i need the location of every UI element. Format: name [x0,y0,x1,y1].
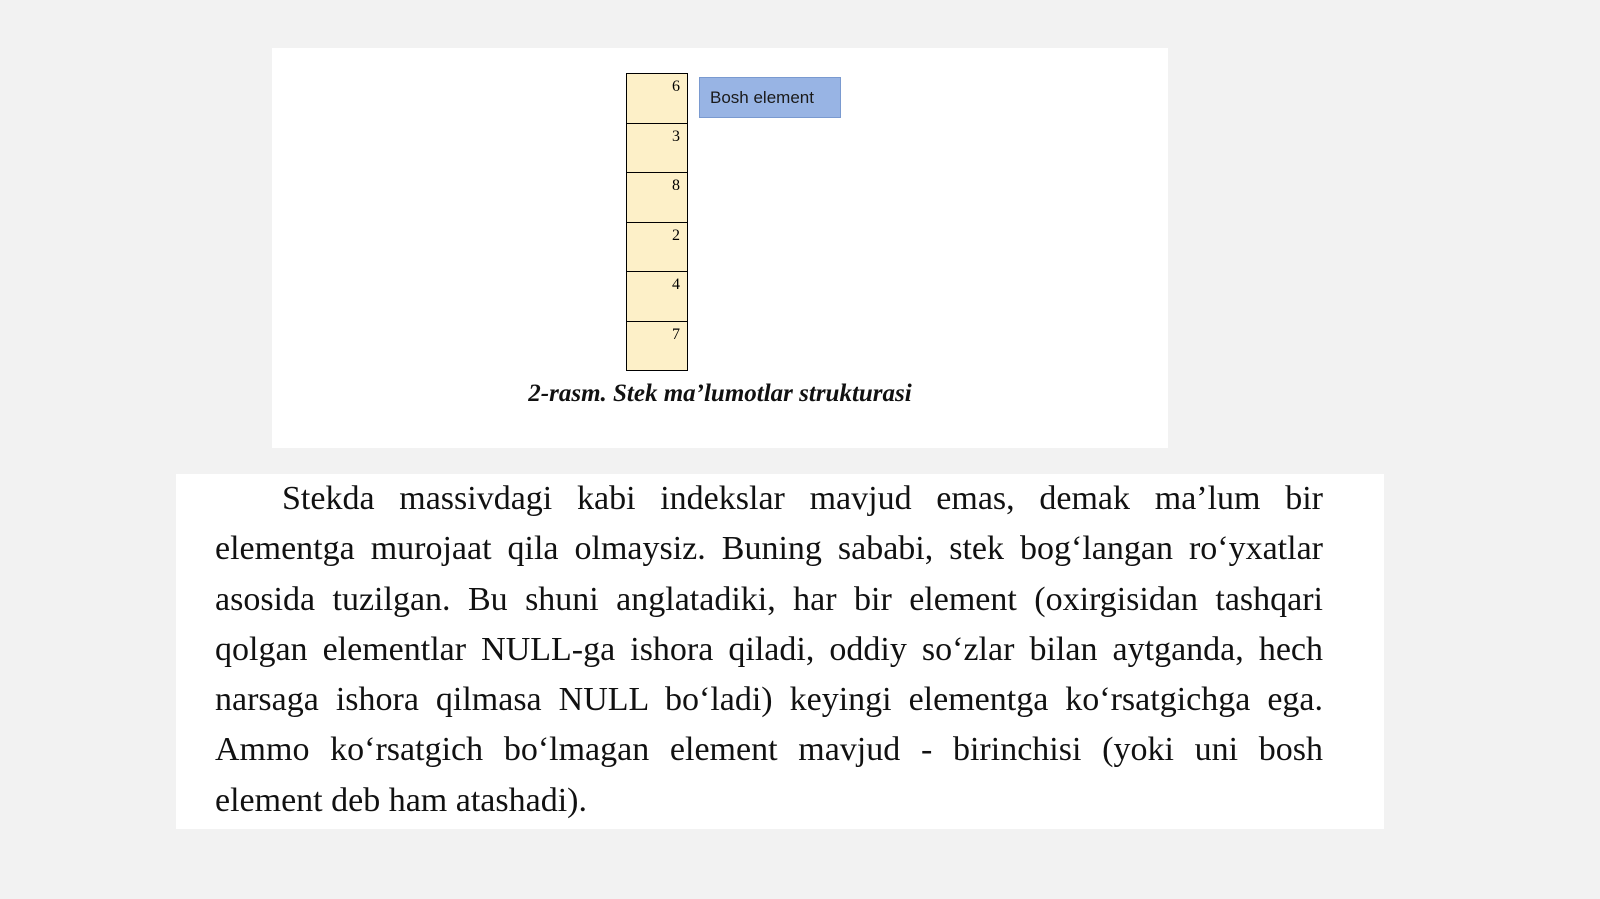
figure-caption: 2-rasm. Stek ma’lumotlar strukturasi [528,380,912,407]
stack-cell [627,173,687,223]
figure-panel [272,48,1168,448]
stack-cell-value: 3 [672,127,680,145]
stack-cell-value: 7 [672,325,680,343]
stack-cell-value: 6 [672,78,680,95]
stack-cell [627,322,687,372]
head-element-label: Bosh element [699,77,841,118]
stack-diagram [626,73,688,371]
stack-cell [627,124,687,174]
stack-cell [627,223,687,273]
stack-cell [627,74,687,124]
body-paragraph: Stekda massivdagi kabi indekslar mavjud emas, demak ma’lum bir elementga murojaat qila olmaysiz. Buning sababi, stek bog‘langan ro‘yxatlar asosida tuzilgan. Bu shuni anglatadiki, har bir element (oxirgisidan tashqari qolgan elementlar NULL-ga ishora qiladi, oddiy so‘zlar bilan aytganda, hech narsaga ishora qilmasa NULL bo‘ladi) keyingi elementga ko‘rsatgichga ega. Ammo ko‘rsatgich bo‘lmagan element mavjud - birinchisi (yoki uni bosh element deb ham atashadi). [215,480,1323,819]
text-panel [176,474,1384,829]
stack-cell-value: 4 [672,276,680,293]
stack-cell-value: 8 [672,177,680,194]
stack-cell [627,272,687,322]
stack-cell-value: 2 [672,226,680,244]
